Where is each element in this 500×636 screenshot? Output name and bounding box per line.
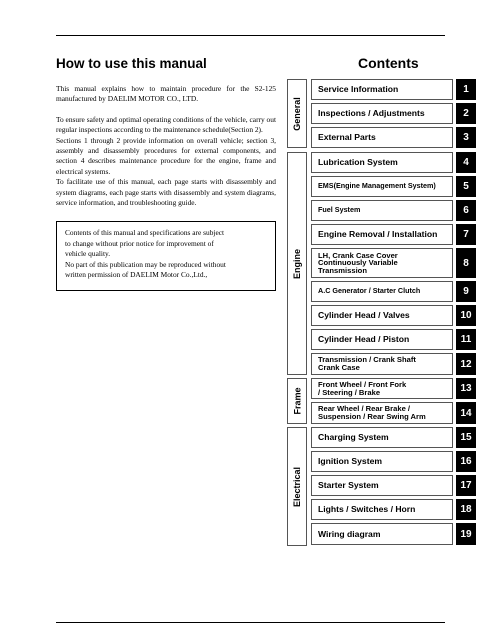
group-label: Engine (292, 248, 303, 279)
toc-item-label: Ignition System (311, 451, 453, 472)
intro-paragraph-2: To ensure safety and optimal operating conditions of the vehicle, carry out regular inspections according to the maintenance schedule(Section 2). (56, 114, 276, 135)
toc-item-number: 5 (456, 176, 476, 197)
notice-line: vehicle quality. (65, 249, 111, 259)
toc-item-label: Inspections / Adjustments (311, 103, 453, 124)
toc-item-number: 6 (456, 200, 476, 221)
toc-item-label: Engine Removal / Installation (311, 224, 453, 245)
toc-item[interactable] (311, 152, 476, 173)
toc-item-number: 15 (456, 427, 476, 448)
toc-item-label: LH, Crank Case Cover Continuously Variable Transmission (311, 248, 453, 278)
toc-item[interactable] (311, 127, 476, 148)
toc-item-number: 9 (456, 281, 476, 302)
toc-item[interactable] (311, 224, 476, 245)
toc-item[interactable] (311, 281, 476, 302)
toc-item-number: 1 (456, 79, 476, 100)
toc-item-number: 14 (456, 402, 476, 424)
toc-item[interactable] (311, 523, 476, 545)
toc-item-number: 13 (456, 378, 476, 399)
table-of-contents (287, 76, 476, 547)
toc-item-label: Charging System (311, 427, 453, 448)
intro-paragraph-1: This manual explains how to maintain procedure for the S2-125 manufactured by DAELIM MOTOR CO., LTD. (56, 84, 276, 104)
toc-item-label: Transmission / Crank Shaft Crank Case (311, 353, 453, 375)
toc-item-number: 3 (456, 127, 476, 148)
toc-item-label: Starter System (311, 475, 453, 496)
toc-item[interactable] (311, 378, 476, 399)
toc-item-label: Cylinder Head / Piston (311, 329, 453, 350)
group-engine (287, 152, 307, 375)
toc-item[interactable] (311, 200, 476, 221)
toc-item-number: 10 (456, 305, 476, 326)
group-general (287, 79, 307, 148)
toc-item[interactable] (311, 305, 476, 326)
toc-item[interactable] (311, 353, 476, 375)
toc-item-label: Lubrication System (311, 152, 453, 173)
notice-line: to change without prior notice for improvement of (65, 238, 214, 248)
toc-item-number: 18 (456, 499, 476, 520)
manual-intro (56, 56, 276, 291)
toc-item-number: 2 (456, 103, 476, 124)
toc-item-label: Lights / Switches / Horn (311, 499, 453, 520)
top-rule (56, 35, 445, 36)
toc-item[interactable] (311, 427, 476, 448)
toc-item-number: 16 (456, 451, 476, 472)
group-electrical (287, 427, 307, 546)
toc-item[interactable] (311, 402, 476, 424)
bottom-rule (56, 622, 445, 623)
intro-paragraph-4: To facilitate use of this manual, each page starts with disassembly and system diagrams, each page starts with disassembly and system diagrams, service information, and troubleshooting guide. (56, 177, 276, 208)
group-label: Frame (292, 387, 303, 415)
toc-item[interactable] (311, 248, 476, 278)
toc-item-label: EMS(Engine Management System) (311, 176, 453, 197)
toc-item-label: Front Wheel / Front Fork / Steering / Brake (311, 378, 453, 399)
toc-item[interactable] (311, 79, 476, 100)
toc-item-number: 12 (456, 353, 476, 375)
contents-title: Contents (358, 55, 419, 71)
toc-item-label: Fuel System (311, 200, 453, 221)
toc-item[interactable] (311, 475, 476, 496)
toc-item-number: 7 (456, 224, 476, 245)
intro-paragraph-3: Sections 1 through 2 provide information on overall vehicle; section 3, assembly and disassembly procedures for external components, and section 4 describes maintenance procedure for the engine, frame and electrical systems. (56, 135, 276, 176)
toc-item-label: Service Information (311, 79, 453, 100)
toc-item[interactable] (311, 103, 476, 124)
toc-item-number: 8 (456, 248, 476, 278)
notice-line: Contents of this manual and specifications are subject (65, 228, 225, 238)
toc-item[interactable] (311, 451, 476, 472)
intro-title: How to use this manual (56, 56, 207, 71)
toc-item-label: A.C Generator / Starter Clutch (311, 281, 453, 302)
toc-item-number: 19 (456, 523, 476, 545)
notice-line: written permission of DAELIM Motor Co.,Ltd., (65, 270, 208, 280)
toc-item[interactable] (311, 329, 476, 350)
toc-item-number: 4 (456, 152, 476, 173)
group-label: General (292, 96, 302, 131)
toc-item[interactable] (311, 499, 476, 520)
toc-item-number: 11 (456, 329, 476, 350)
toc-item[interactable] (311, 176, 476, 197)
toc-item-label: External Parts (311, 127, 453, 148)
notice-line: No part of this publication may be reproduced without (65, 259, 226, 269)
toc-item-label: Wiring diagram (311, 523, 453, 545)
group-frame (287, 378, 307, 424)
toc-item-label: Cylinder Head / Valves (311, 305, 453, 326)
notice-box (56, 221, 276, 290)
toc-item-label: Rear Wheel / Rear Brake / Suspension / Rear Swing Arm (311, 402, 453, 424)
group-label: Electrical (292, 466, 302, 507)
toc-item-number: 17 (456, 475, 476, 496)
